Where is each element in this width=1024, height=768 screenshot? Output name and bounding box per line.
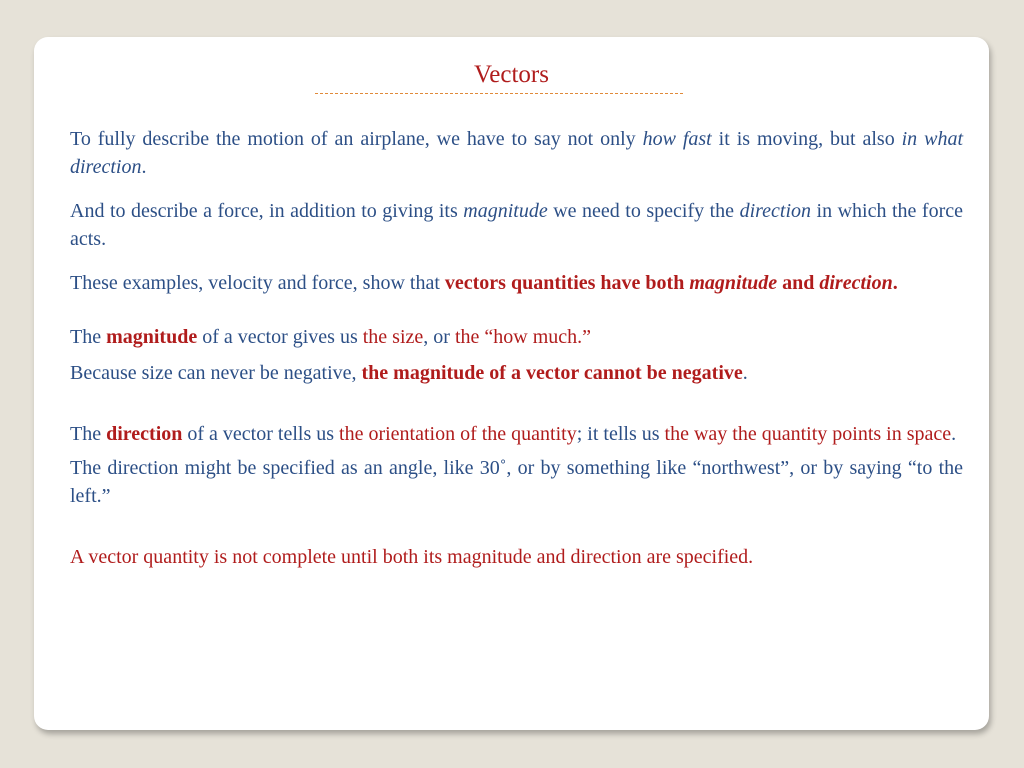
phrase-how-much: the “how much.” xyxy=(454,326,592,348)
slide-card xyxy=(34,37,989,730)
emphasis-magnitude: magnitude xyxy=(463,200,548,222)
paragraph-direction-examples: The direction might be specified as an angle, like 30˚, or by something like “northwest”, or by saying “to the left.” xyxy=(70,457,963,507)
text-run: of a vector gives us xyxy=(197,326,363,348)
highlight-and: and xyxy=(777,272,820,294)
text-run: To fully describe the motion of an airplane, we have to say not only xyxy=(70,128,643,150)
paragraph-force xyxy=(70,197,963,253)
phrase-way-quantity-points: the way the quantity points in space xyxy=(664,423,952,445)
text-run: These examples, velocity and force, show that xyxy=(70,272,445,294)
text-run: of a vector tells us xyxy=(182,423,340,445)
title-underline xyxy=(315,93,683,94)
emphasis-in-what-direction: in what direction xyxy=(70,128,963,178)
text-run: The xyxy=(70,423,107,445)
text-run: , or xyxy=(423,326,455,348)
phrase-orientation: the orientation of the quantity xyxy=(339,423,577,445)
paragraph-airplane xyxy=(70,125,963,181)
text-run: we need to specify the xyxy=(547,200,740,222)
phrase-the-size: the size xyxy=(362,326,424,348)
text-run: Because size can never be negative, xyxy=(70,362,362,384)
paragraph-direction-definition xyxy=(70,420,963,448)
slide-body xyxy=(70,125,963,571)
paragraph-magnitude-definition xyxy=(70,323,963,351)
term-magnitude: magnitude xyxy=(106,326,198,348)
paragraph-non-negative xyxy=(70,359,963,387)
slide-title: Vectors xyxy=(474,61,549,88)
highlight-direction: direction xyxy=(819,272,893,294)
text-run: . xyxy=(141,156,147,178)
emphasis-direction: direction xyxy=(739,200,812,222)
paragraph-conclusion: A vector quantity is not complete until both its magnitude and direction are specified. xyxy=(70,546,754,568)
text-run: . xyxy=(742,362,748,384)
text-run: The xyxy=(70,326,107,348)
highlight-cannot-be-negative: the magnitude of a vector cannot be negative xyxy=(361,362,743,384)
text-run: it is moving, but also xyxy=(711,128,902,150)
highlight-vectors-quantities: vectors quantities have both xyxy=(444,272,690,294)
highlight-period: . xyxy=(892,272,898,294)
text-run: . xyxy=(951,423,957,445)
highlight-magnitude: magnitude xyxy=(689,272,778,294)
paragraph-examples xyxy=(70,269,963,297)
text-run: in which the force acts. xyxy=(70,200,963,250)
text-run: ; it tells us xyxy=(576,423,665,445)
emphasis-how-fast: how fast xyxy=(642,128,712,150)
text-run: And to describe a force, in addition to giving its xyxy=(70,200,464,222)
term-direction: direction xyxy=(106,423,183,445)
